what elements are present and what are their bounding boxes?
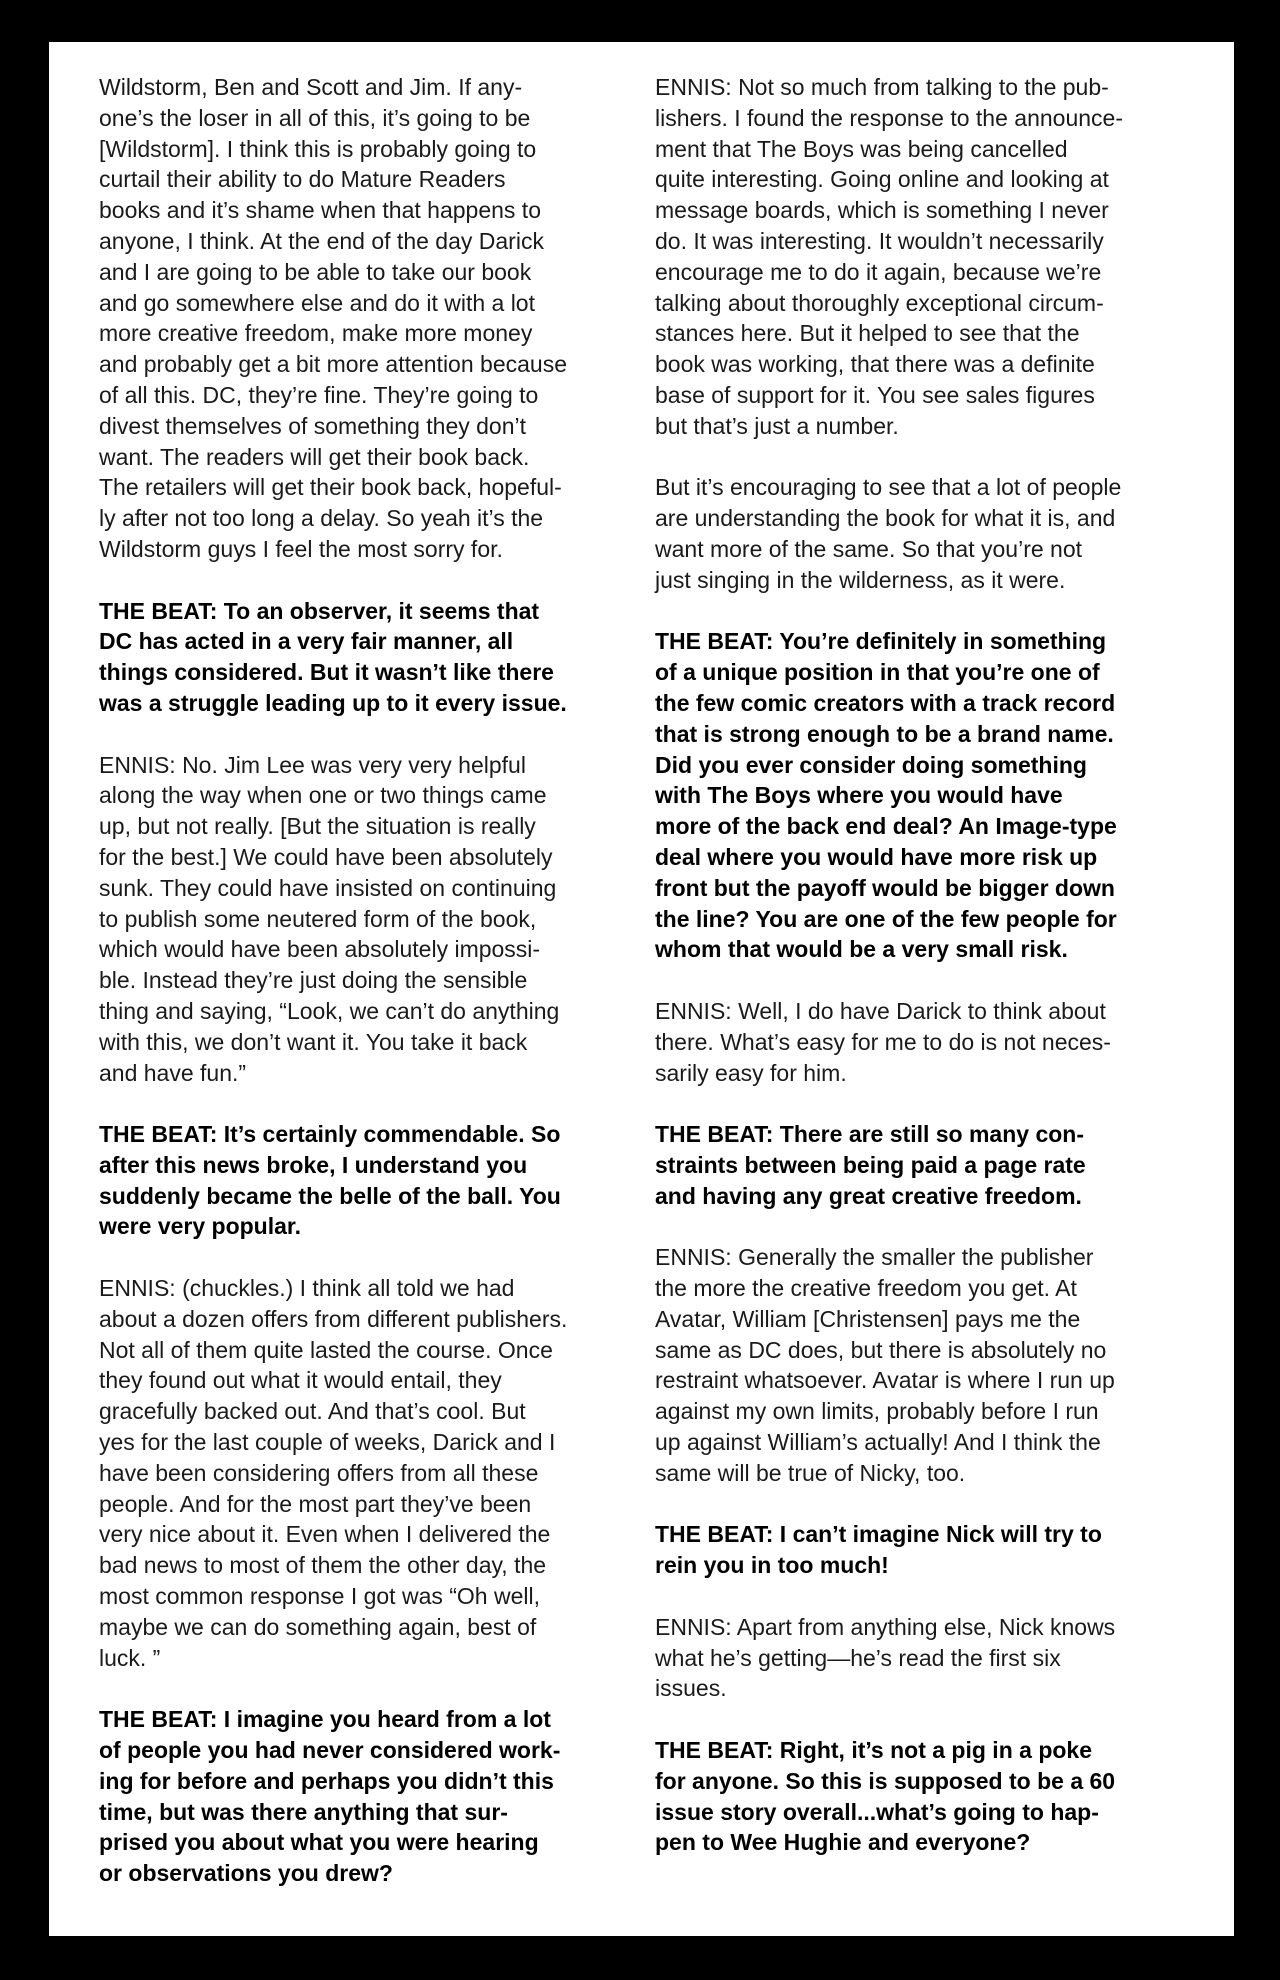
question-paragraph: THE BEAT: You’re definitely in something of a unique position in that you’re one of the few comic creators with a track record that is strong enough to be a brand name. Did you ever consider doing something with The Boys where you would have more of the back end deal? An Image-type deal where you would have more risk up front but the payoff would be bigger down the line? You are one of the few people for whom that would be a very small risk. xyxy=(655,628,1117,963)
answer-paragraph: ENNIS: (chuckles.) I think all told we had about a dozen offers from different publishers. Not all of them quite lasted the course. Once they found out what it would entail, they gracefully backed out. And that’s cool. But yes for the last couple of weeks, Darick and I have been considering offers from all these people. And for the most part they’ve been very nice about it. Even when I delivered the bad news to most of them the other day, the most common response I got was “Oh well, maybe we can do something again, best of luck. ” xyxy=(99,1275,568,1671)
question-paragraph: THE BEAT: It’s certainly commendable. So after this news broke, I understand you suddenly became the belle of the ball. You were very popular. xyxy=(99,1121,561,1240)
question-paragraph: THE BEAT: Right, it’s not a pig in a poke for anyone. So this is supposed to be a 60 issue story overall...what’s going to hap- pen to Wee Hughie and everyone? xyxy=(655,1737,1116,1856)
question-paragraph: THE BEAT: I can’t imagine Nick will try to rein you in too much! xyxy=(655,1521,1102,1579)
answer-paragraph: ENNIS: No. Jim Lee was very very helpful along the way when one or two things came up, but not really. [But the situation is really for the best.] We could have been absolutely sunk. They could have insisted on continuing to publish some neutered form of the book, which would have been absolutely impossi- ble. Instead they’re just doing the sensible thing and saying, “Look, we can’t do anything with this, we don’t want it. You take it back and have fun.” xyxy=(99,751,560,1086)
question-paragraph: THE BEAT: There are still so many con- straints between being paid a page rate and having any great creative freedom. xyxy=(655,1121,1086,1209)
left-column xyxy=(99,72,639,1920)
page xyxy=(49,42,1234,1936)
answer-paragraph: ENNIS: Not so much from talking to the pub- lishers. I found the response to the announce- ment that The Boys was being cancelled quite interesting. Going online and looking at message boards, which is something I never do. It was interesting. It wouldn’t necessarily encourage me to do it again, because we’re talking about thoroughly exceptional circum- stances here. But it helped to see that the book was working, that there was a definite base of support for it. You see sales figures but that’s just a number. xyxy=(655,74,1123,439)
answer-paragraph: ENNIS: Generally the smaller the publisher the more the creative freedom you get. At Avatar, William [Christensen] pays me the same as DC does, but there is absolutely no restraint whatsoever. Avatar is where I run up against my own limits, probably before I run up against William’s actually! And I think the same will be true of Nicky, too. xyxy=(655,1244,1115,1486)
answer-paragraph: ENNIS: Apart from anything else, Nick knows what he’s getting—he’s read the first six issues. xyxy=(655,1613,1116,1702)
answer-paragraph: But it’s encouraging to see that a lot of people are understanding the book for what it is, and want more of the same. So that you’re not just singing in the wilderness, as it were. xyxy=(655,474,1122,593)
question-paragraph: THE BEAT: I imagine you heard from a lot of people you had never considered work- ing for before and perhaps you didn’t this time, but was there anything that sur- prised you about what you were hearing or observations you drew? xyxy=(99,1706,561,1887)
right-column xyxy=(655,72,1195,1889)
question-paragraph: THE BEAT: To an observer, it seems that DC has acted in a very fair manner, all things considered. But it wasn’t like there was a struggle leading up to it every issue. xyxy=(99,597,567,716)
answer-paragraph: Wildstorm, Ben and Scott and Jim. If any- one’s the loser in all of this, it’s going to be [Wildstorm]. I think this is probably going to curtail their ability to do Mature Readers books and it’s shame when that happens to anyone, I think. At the end of the day Darick and I are going to be able to take our book and go somewhere else and do it with a lot more creative freedom, make more money and probably get a bit more attention because of all this. DC, they’re fine. They’re going to divest themselves of something they don’t want. The readers will get their book back. The retailers will get their book back, hopeful- ly after not too long a delay. So yeah it’s the Wildstorm guys I feel the most sorry for. xyxy=(99,74,567,562)
answer-paragraph: ENNIS: Well, I do have Darick to think about there. What’s easy for me to do is not neces- sarily easy for him. xyxy=(655,997,1111,1086)
